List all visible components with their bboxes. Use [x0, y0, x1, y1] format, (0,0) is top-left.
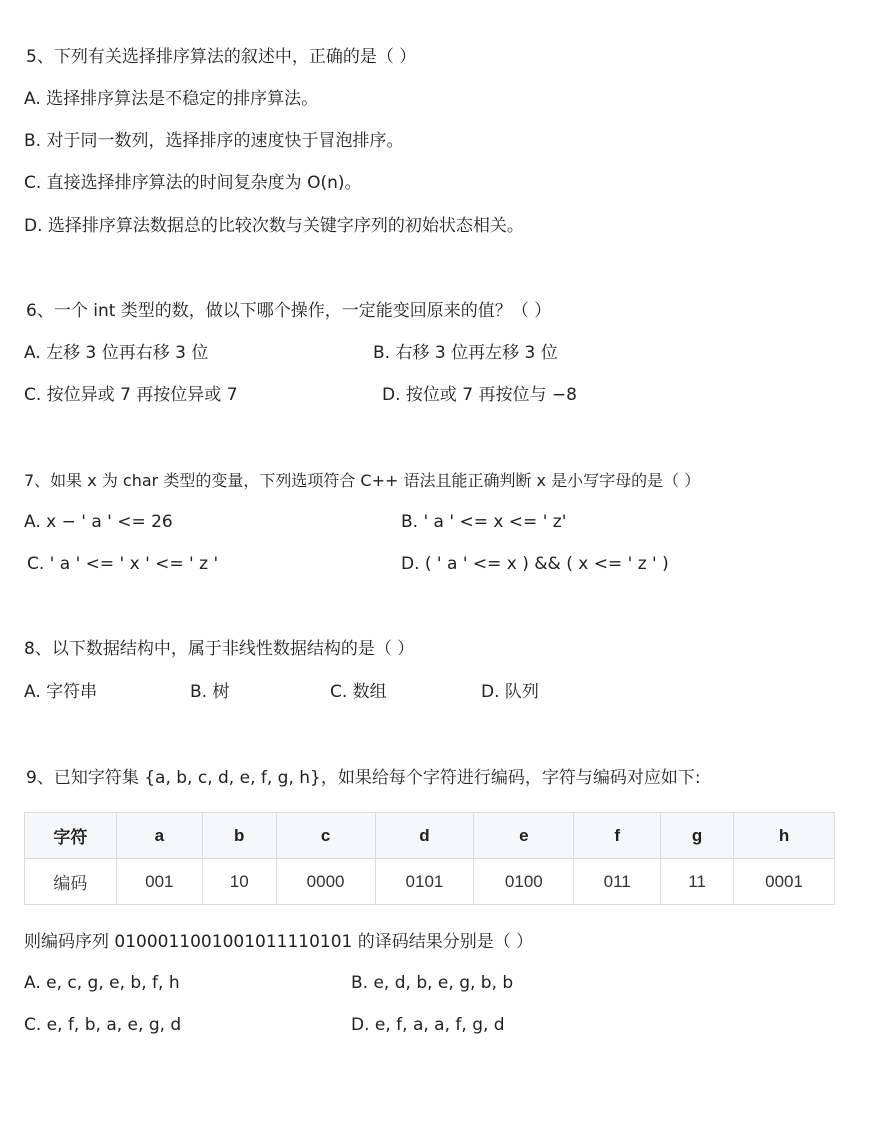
encoding-table	[24, 812, 835, 905]
table-header-cell: g	[661, 813, 734, 859]
q9-option-d: D. e, f, a, a, f, g, d	[351, 1015, 505, 1035]
q8-stem: 8、以下数据结构中，属于非线性数据结构的是（ ）	[24, 639, 415, 659]
table-cell: 001	[116, 859, 202, 905]
table-header-cell: c	[276, 813, 375, 859]
q7-option-a: A. x − ' a ' <= 26	[24, 512, 173, 532]
table-cell: 0000	[276, 859, 375, 905]
q5-stem: 5、下列有关选择排序算法的叙述中，正确的是（ ）	[26, 47, 417, 67]
q9-option-a: A. e, c, g, e, b, f, h	[24, 973, 180, 993]
q9-stem: 9、已知字符集 {a, b, c, d, e, f, g, h}，如果给每个字符进行编码，字符与编码对应如下:	[26, 768, 701, 788]
q5-option-d: D. 选择排序算法数据总的比较次数与关键字序列的初始状态相关。	[24, 216, 524, 236]
q9-option-b: B. e, d, b, e, g, b, b	[351, 973, 514, 993]
q7-option-d: D. ( ' a ' <= x ) && ( x <= ' z ' )	[401, 554, 669, 574]
table-row	[25, 859, 835, 905]
q9-question: 则编码序列 0100011001001011110101 的译码结果分别是（ ）	[24, 932, 534, 952]
table-header-cell: f	[574, 813, 661, 859]
table-header-cell: d	[375, 813, 474, 859]
q7-option-b: B. ' a ' <= x <= ' z'	[401, 512, 567, 532]
table-cell: 0001	[734, 859, 835, 905]
q6-option-b: B. 右移 3 位再左移 3 位	[373, 343, 558, 363]
table-cell: 0101	[375, 859, 474, 905]
table-header-cell: b	[202, 813, 276, 859]
table-header-cell: a	[116, 813, 202, 859]
table-header-cell: h	[734, 813, 835, 859]
q6-option-a: A. 左移 3 位再右移 3 位	[24, 343, 209, 363]
table-cell: 11	[661, 859, 734, 905]
q5-option-a: A. 选择排序算法是不稳定的排序算法。	[24, 89, 319, 109]
q8-option-c: C. 数组	[330, 682, 387, 702]
q6-stem: 6、一个 int 类型的数，做以下哪个操作，一定能变回原来的值？（ ）	[26, 301, 552, 321]
q9-option-c: C. e, f, b, a, e, g, d	[24, 1015, 182, 1035]
table-cell: 10	[202, 859, 276, 905]
q7-stem: 7、如果 x 为 char 类型的变量，下列选项符合 C++ 语法且能正确判断 x 是小写字母的是（ ）	[24, 471, 701, 490]
table-header-cell: e	[474, 813, 574, 859]
q8-option-a: A. 字符串	[24, 682, 98, 702]
table-cell: 0100	[474, 859, 574, 905]
q5-option-b: B. 对于同一数列，选择排序的速度快于冒泡排序。	[24, 131, 404, 151]
table-header-cell: 字符	[25, 813, 117, 859]
table-cell: 编码	[25, 859, 117, 905]
q8-option-b: B. 树	[190, 682, 230, 702]
q5-option-c: C. 直接选择排序算法的时间复杂度为 O(n)。	[24, 173, 362, 193]
table-cell: 011	[574, 859, 661, 905]
q8-option-d: D. 队列	[481, 682, 539, 702]
q7-option-c: C. ' a ' <= ' x ' <= ' z '	[27, 554, 219, 574]
q6-option-d: D. 按位或 7 再按位与 −8	[382, 385, 577, 405]
q6-option-c: C. 按位异或 7 再按位异或 7	[24, 385, 238, 405]
table-header-row	[25, 813, 835, 859]
